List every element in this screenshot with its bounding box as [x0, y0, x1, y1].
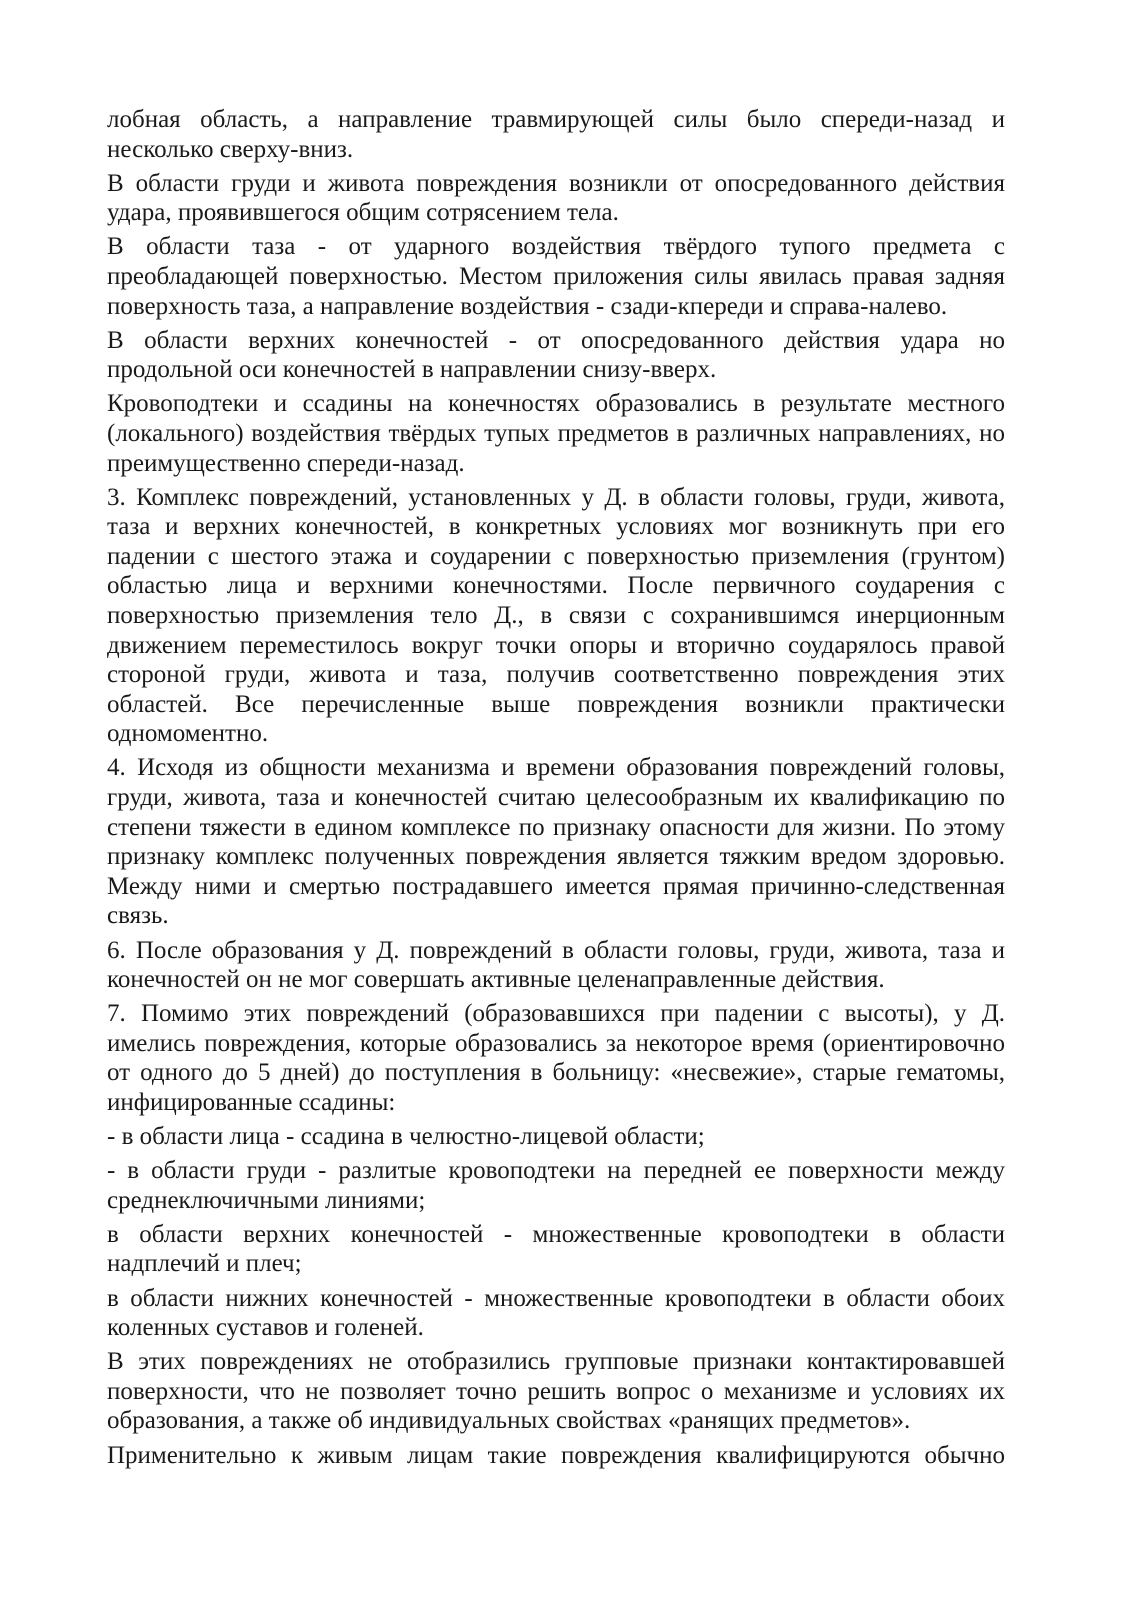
list-item-lower-limbs: в области нижних конечностей - множественные кровоподтеки в области обоих коленных суставов и голеней. [107, 1284, 1005, 1342]
paragraph-item-3: 3. Комплекс повреждений, установленных у Д. в области головы, груди, живота, таза и верхних конечностей, в конкретных условиях мог возникнуть при его падении с шестого этажа и соударении с поверхностью приземления (грунтом) областью лица и верхними конечностями. После первичного соударения с поверхностью приземления тело Д., в связи с сохранившимся инерционным движением переместилось вокруг точки опоры и вторично соударялось правой стороной груди, живота и таза, получив соответственно повреждения этих областей. Все перечисленные выше повреждения возникли практически одномоментно. [107, 483, 1005, 748]
paragraph-item-7: 7. Помимо этих повреждений (образовавшихся при падении с высоты), у Д. имелись повреждения, которые образовались за некоторое время (ориентировочно от одного до 5 дней) до поступления в больницу: «несвежие», старые гематомы, инфицированные ссадины: [107, 1000, 1005, 1116]
paragraph-4: В области верхних конечностей - от опосредованного действия удара но продольной оси конечностей в направлении снизу-вверх. [107, 326, 1005, 384]
paragraph-conclusion: В этих повреждениях не отобразились групповые признаки контактировавшей поверхности, что не позволяет точно решить вопрос о механизме и условиях их образования, а также об индивидуальных свойствах «ранящих предметов». [107, 1348, 1005, 1435]
paragraph-item-6: 6. После образования у Д. повреждений в области головы, груди, живота, таза и конечностей он не мог совершать активные целенаправленные действия. [107, 936, 1005, 994]
paragraph-item-4: 4. Исходя из общности механизма и времени образования повреждений головы, груди, живота, таза и конечностей считаю целесообразным их квалификацию по степени тяжести в едином комплексе по признаку опасности для жизни. По этому признаку комплекс полученных повреждения является тяжким вредом здоровью. Между ними и смертью пострадавшего имеется прямая причинно-следственная связь. [107, 754, 1005, 930]
paragraph-3: В области таза - от ударного воздействия твёрдого тупого предмета с преобладающей поверхностью. Местом приложения силы явилась правая задняя поверхность таза, а направление воздействия - сзади-кпереди и справа-налево. [107, 233, 1005, 320]
paragraph-continued: Применительно к живым лицам такие повреждения квалифицируются обычно [107, 1441, 1005, 1469]
paragraph-2: В области груди и живота повреждения возникли от опосредованного действия удара, проявившегося общим сотрясением тела. [107, 169, 1005, 227]
document-body [107, 105, 1005, 1475]
list-item-upper-limbs: в области верхних конечностей - множественные кровоподтеки в области надплечий и плеч; [107, 1220, 1005, 1278]
list-item-chest: - в области груди - разлитые кровоподтеки на передней ее поверхности между среднеключичными линиями; [107, 1157, 1005, 1214]
list-item-face: - в области лица - ссадина в челюстно-лицевой области; [107, 1123, 705, 1151]
paragraph-5: Кровоподтеки и ссадины на конечностях образовались в результате местного (локального) воздействия твёрдых тупых предметов в различных направлениях, но преимущественно спереди-назад. [107, 390, 1005, 477]
paragraph-1: лобная область, а направление травмирующей силы было спереди-назад и несколько сверху-вниз. [107, 106, 1005, 163]
